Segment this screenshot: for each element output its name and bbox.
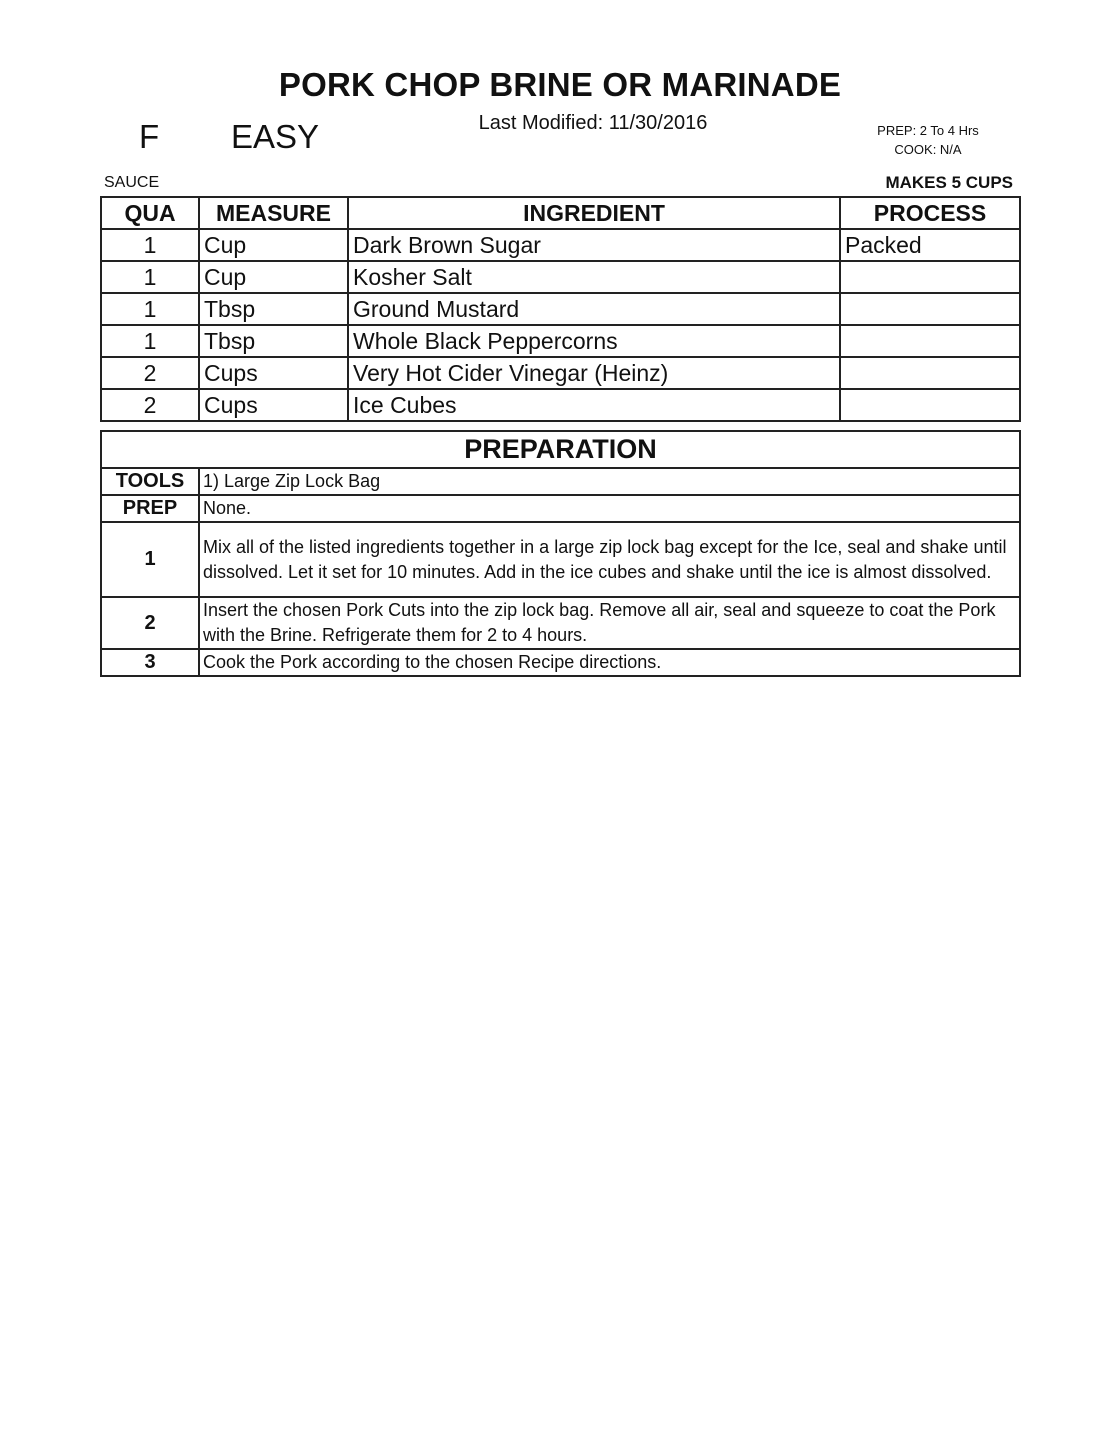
ingredient-row: [101, 229, 1020, 261]
ingredients-header-row: [101, 197, 1020, 229]
ingredient-qty: 1: [101, 261, 199, 293]
step-row: [101, 649, 1020, 676]
ingredient-row: [101, 325, 1020, 357]
ingredient-qty: 1: [101, 325, 199, 357]
preparation-heading: PREPARATION: [101, 431, 1020, 468]
column-header-measure: MEASURE: [199, 197, 348, 229]
column-header-qty: QUA: [101, 197, 199, 229]
ingredient-qty: 2: [101, 357, 199, 389]
yield-label: MAKES 5 CUPS: [885, 173, 1013, 192]
tools-label: TOOLS: [101, 468, 199, 495]
ingredient-row: [101, 389, 1020, 421]
prep-label: PREP: [101, 495, 199, 522]
ingredients-table: [100, 196, 1021, 422]
ingredient-name: Ice Cubes: [348, 389, 840, 421]
ingredient-process: [840, 261, 1020, 293]
step-number: 2: [101, 597, 199, 649]
ingredient-process: [840, 357, 1020, 389]
preparation-header-row: [101, 431, 1020, 468]
prep-time: PREP: 2 To 4 Hrs: [877, 123, 979, 138]
ingredient-qty: 1: [101, 229, 199, 261]
ingredient-process: [840, 293, 1020, 325]
ingredient-measure: Tbsp: [199, 293, 348, 325]
category-label: SAUCE: [104, 174, 160, 191]
ingredient-name: Whole Black Peppercorns: [348, 325, 840, 357]
tools-row: [101, 468, 1020, 495]
prep-text: None.: [199, 495, 1020, 522]
step-number: 3: [101, 649, 199, 676]
step-text: Insert the chosen Pork Cuts into the zip lock bag. Remove all air, seal and squeeze to coat the Pork with the Brine. Refrigerate them for 2 to 4 hours.: [199, 597, 1020, 649]
ingredient-process: [840, 389, 1020, 421]
ingredient-process: Packed: [840, 229, 1020, 261]
column-header-ingredient: INGREDIENT: [348, 197, 840, 229]
ingredient-name: Dark Brown Sugar: [348, 229, 840, 261]
ingredient-name: Very Hot Cider Vinegar (Heinz): [348, 357, 840, 389]
prep-row: [101, 495, 1020, 522]
ingredient-row: [101, 261, 1020, 293]
ingredient-measure: Cup: [199, 229, 348, 261]
cook-time: COOK: N/A: [894, 142, 962, 157]
step-number: 1: [101, 522, 199, 597]
difficulty-label: EASY: [231, 118, 320, 155]
ingredient-name: Kosher Salt: [348, 261, 840, 293]
ingredient-measure: Tbsp: [199, 325, 348, 357]
ingredient-row: [101, 293, 1020, 325]
last-modified-date: Last Modified: 11/30/2016: [478, 112, 708, 134]
ingredient-measure: Cups: [199, 389, 348, 421]
ingredient-qty: 2: [101, 389, 199, 421]
ingredient-measure: Cup: [199, 261, 348, 293]
step-text: Mix all of the listed ingredients together in a large zip lock bag except for the Ice, seal and shake until dissolved. Let it set for 10 minutes. Add in the ice cubes and shake until the ice is almost dissolved.: [199, 522, 1020, 597]
ingredient-name: Ground Mustard: [348, 293, 840, 325]
ingredient-measure: Cups: [199, 357, 348, 389]
step-row: [101, 522, 1020, 597]
rating-letter: F: [139, 118, 160, 155]
time-info: [858, 121, 998, 159]
ingredient-row: [101, 357, 1020, 389]
ingredient-qty: 1: [101, 293, 199, 325]
preparation-table: [100, 430, 1021, 677]
step-text: Cook the Pork according to the chosen Recipe directions.: [199, 649, 1020, 676]
tools-text: 1) Large Zip Lock Bag: [199, 468, 1020, 495]
ingredient-process: [840, 325, 1020, 357]
column-header-process: PROCESS: [840, 197, 1020, 229]
step-row: [101, 597, 1020, 649]
recipe-title: PORK CHOP BRINE OR MARINADE: [278, 66, 842, 103]
